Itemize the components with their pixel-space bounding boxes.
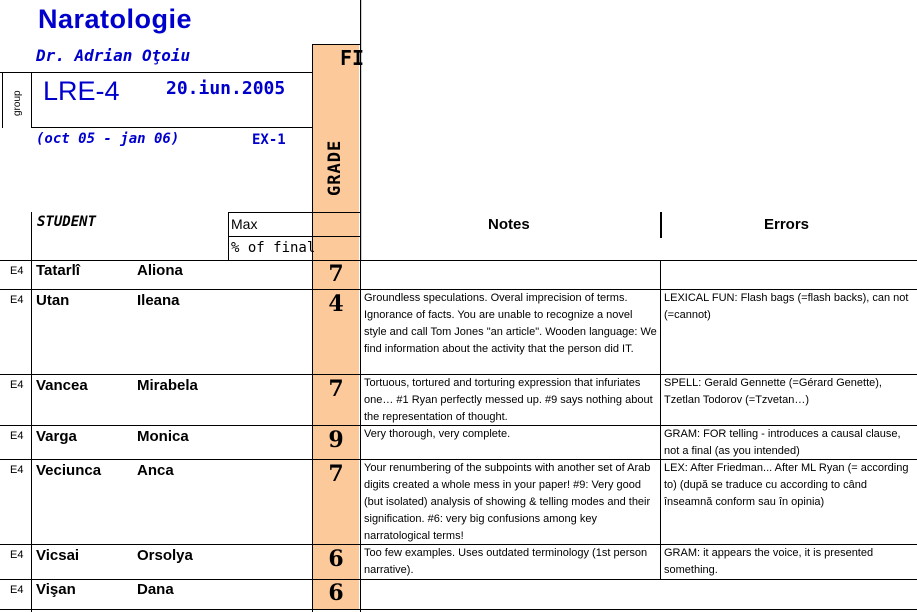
divider	[660, 212, 662, 238]
final-column-header: FI	[340, 46, 365, 70]
notes-cell[interactable]: Tortuous, tortured and torturing expression that infuriates one… #1 Ryan perfectly messed up. #9 says nothing about the representation of thought.	[364, 377, 653, 423]
student-last-name[interactable]: Vişan	[36, 581, 76, 598]
gridline	[361, 0, 362, 260]
grade-column-fill	[313, 44, 359, 610]
divider	[228, 212, 360, 213]
student-first-name[interactable]: Anca	[137, 462, 174, 479]
grade-cell[interactable]: 7	[328, 376, 344, 402]
notes-cell[interactable]: Too few examples. Uses outdated terminology (1st person narrative).	[364, 547, 648, 576]
divider	[360, 0, 361, 612]
row-code: E4	[10, 294, 24, 306]
grade-cell[interactable]: 4	[328, 291, 344, 317]
student-first-name[interactable]: Monica	[137, 428, 189, 445]
notes-cell[interactable]: Groundless speculations. Overal imprecision of terms. Ignorance of facts. You are unable to recognize a novel style and call Tom Jones "an article". Wooden language: We find information about the activity that the person did IT.	[364, 292, 657, 355]
errors-cell[interactable]: SPELL: Gerald Gennette (=Gérard Genette), Tzetlan Todorov (=Tzvetan…)	[664, 377, 882, 406]
grade-cell[interactable]: 7	[328, 261, 344, 287]
student-last-name[interactable]: Veciunca	[36, 462, 102, 479]
exam-code: EX-1	[252, 132, 286, 148]
divider	[0, 609, 917, 610]
errors-cell[interactable]: LEXICAL FUN: Flash bags (=flash backs), can not (=cannot)	[664, 292, 909, 321]
student-last-name[interactable]: Tatarlî	[36, 262, 80, 279]
divider	[312, 44, 313, 612]
student-last-name[interactable]: Vancea	[36, 377, 88, 394]
notes-cell[interactable]: Very thorough, very complete.	[364, 428, 511, 440]
student-first-name[interactable]: Ileana	[137, 292, 180, 309]
divider	[31, 72, 32, 128]
divider	[0, 579, 917, 580]
errors-column-header: Errors	[764, 216, 810, 233]
row-code: E4	[10, 265, 24, 277]
notes-column-header: Notes	[488, 216, 530, 233]
divider	[0, 72, 312, 73]
author-name: Dr. Adrian Oţoiu	[36, 46, 191, 65]
student-first-name[interactable]: Aliona	[137, 262, 183, 279]
student-first-name[interactable]: Mirabela	[137, 377, 198, 394]
student-last-name[interactable]: Varga	[36, 428, 77, 445]
grade-column-header: GRADE	[325, 139, 345, 196]
student-last-name[interactable]: Utan	[36, 292, 70, 309]
divider	[2, 72, 3, 128]
row-code: E4	[10, 464, 24, 476]
group-label: group	[12, 90, 23, 116]
grade-cell[interactable]: 9	[328, 427, 344, 453]
student-column-header: STUDENT	[37, 214, 97, 230]
student-first-name[interactable]: Orsolya	[137, 547, 193, 564]
divider	[660, 260, 661, 580]
row-code: E4	[10, 584, 24, 596]
course-period: (oct 05 - jan 06)	[36, 131, 180, 147]
errors-cell[interactable]: GRAM: FOR telling - introduces a causal clause, not a final (as you intended)	[664, 428, 901, 457]
pct-final-header: % of final	[231, 240, 316, 256]
page-title: Naratologie	[38, 4, 193, 34]
row-code: E4	[10, 430, 24, 442]
max-header: Max	[231, 216, 258, 232]
divider	[0, 260, 917, 261]
divider	[312, 44, 360, 45]
row-code: E4	[10, 379, 24, 391]
student-last-name[interactable]: Vicsai	[36, 547, 80, 564]
grade-cell[interactable]: 6	[328, 546, 344, 572]
notes-cell[interactable]: Your renumbering of the subpoints with another set of Arab digits created a whole mess in your paper! #9: Very good (but isolated) analysis of showing & telling modes and their signification. #6: very big confusions among key narratological terms!	[364, 462, 651, 542]
grade-cell[interactable]: 7	[328, 461, 344, 487]
grade-cell[interactable]: 6	[328, 580, 344, 606]
errors-cell[interactable]: LEX: After Friedman... After ML Ryan (= according to) (după se traduce cu according to când înseamnă conform sau în opinia)	[664, 462, 909, 508]
divider	[228, 236, 360, 237]
row-code: E4	[10, 549, 24, 561]
errors-cell[interactable]: GRAM: it appears the voice, it is presented something.	[664, 547, 874, 576]
divider	[31, 127, 312, 128]
student-first-name[interactable]: Dana	[137, 581, 174, 598]
group-code: LRE-4	[43, 76, 120, 106]
exam-date: 20.iun.2005	[166, 78, 286, 99]
divider	[31, 212, 32, 612]
